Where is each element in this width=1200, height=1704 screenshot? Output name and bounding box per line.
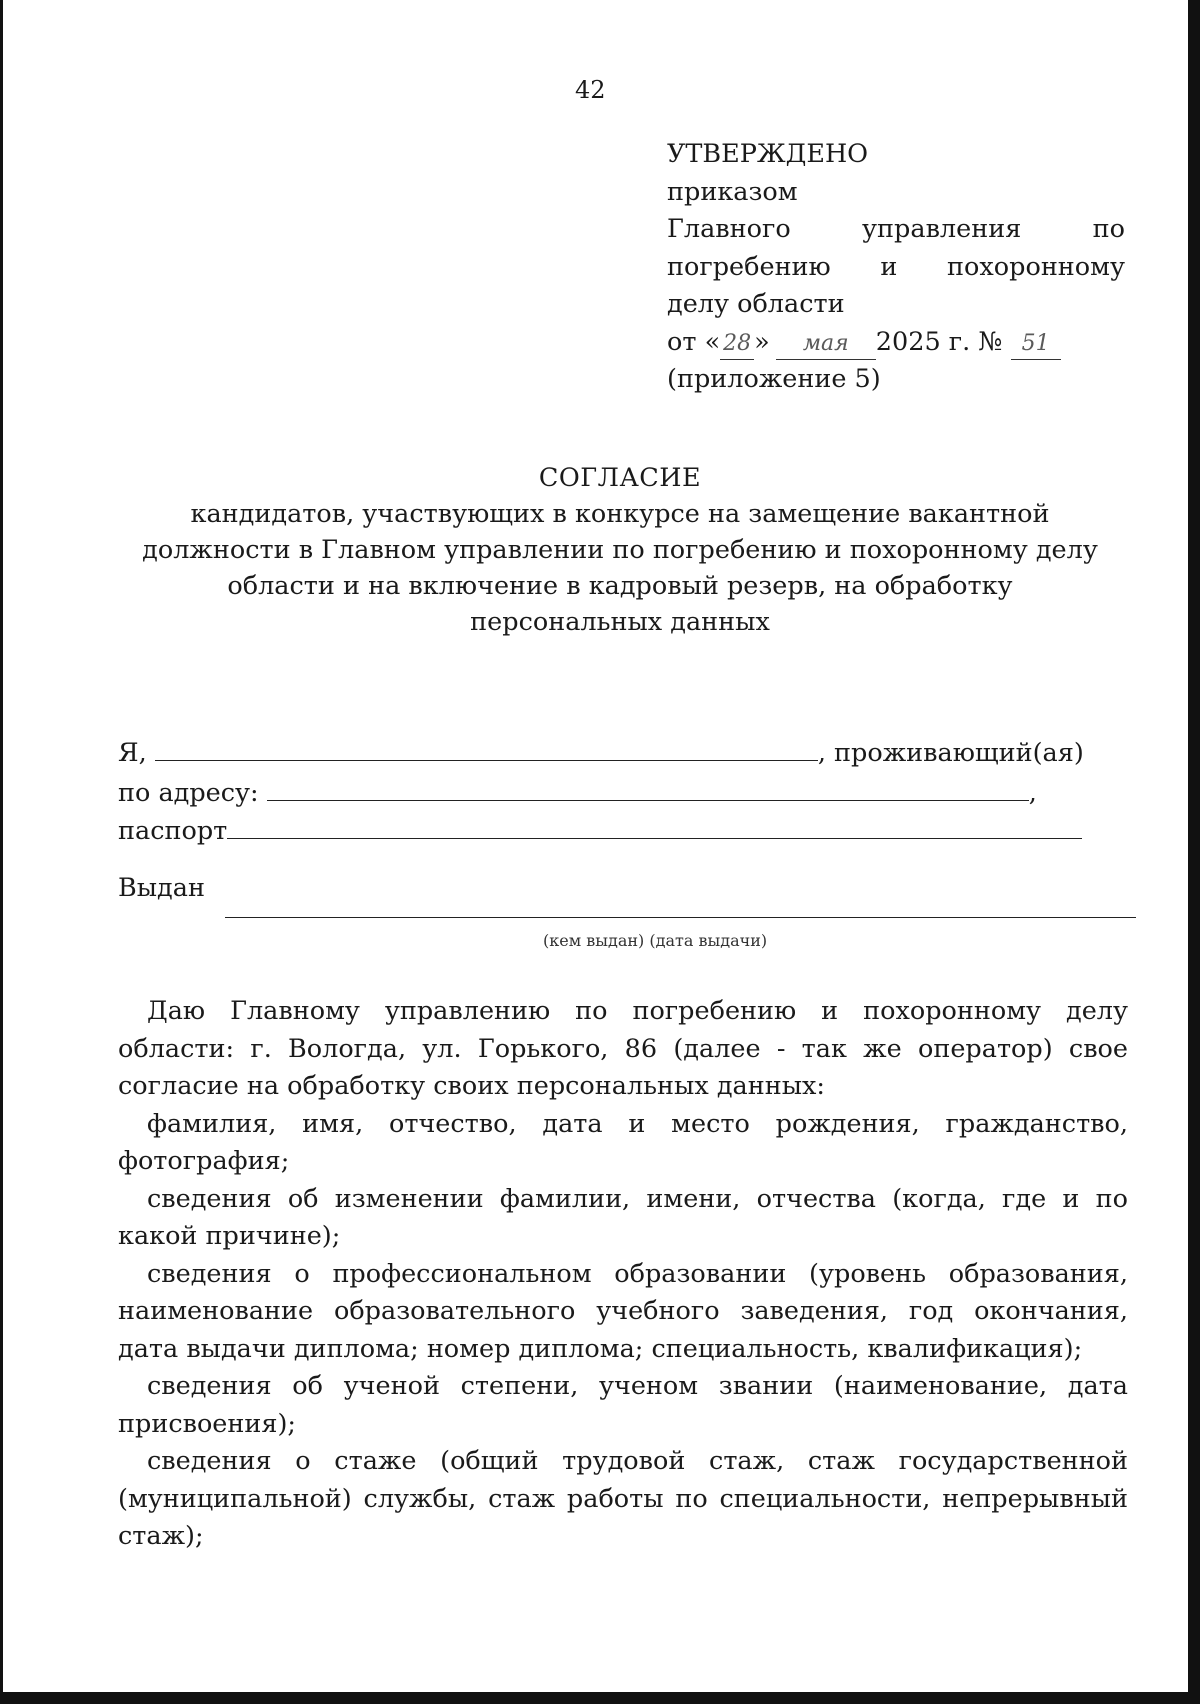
passport-field-row bbox=[118, 813, 1082, 849]
document-title bbox=[100, 460, 1140, 640]
scan-edge-bottom bbox=[0, 1692, 1200, 1704]
date-prefix: от « bbox=[667, 326, 721, 357]
handwritten-month: мая bbox=[776, 329, 876, 360]
approval-heading: УТВЕРЖДЕНО bbox=[667, 139, 869, 169]
consent-paragraph-3: сведения об изменении фамилии, имени, отчества (когда, где и по какой причине); bbox=[118, 1183, 1128, 1251]
consent-paragraph-4: сведения о профессиональном образовании (уровень образования, наименование образовательного учебного заведения, год окончания, дата выдачи диплома; номер диплома; специальность, квалификация); bbox=[118, 1258, 1128, 1364]
name-field-row bbox=[118, 735, 1084, 771]
handwritten-order-number: 51 bbox=[1011, 329, 1061, 360]
title-line-3: области и на включение в кадровый резерв, на обработку bbox=[227, 571, 1013, 601]
consent-paragraph-1: Даю Главному управлению по погребению и похоронному делу области: г. Вологда, ул. Горького, 86 (далее - так же оператор) свое согласие на обработку своих персональных данных: bbox=[118, 996, 1128, 1101]
address-tail: , bbox=[1028, 778, 1037, 808]
approval-block bbox=[667, 136, 1125, 399]
title-line-4: персональных данных bbox=[470, 607, 770, 637]
title-line-1: кандидатов, участвующих в конкурсе на замещение вакантной bbox=[190, 499, 1050, 529]
issued-blank-line bbox=[225, 917, 1136, 918]
scan-edge-right bbox=[1188, 0, 1200, 1704]
approval-attachment: (приложение 5) bbox=[667, 364, 881, 394]
residing-label: , проживающий(ая) bbox=[817, 738, 1084, 768]
passport-label: паспорт bbox=[118, 816, 228, 846]
issued-label: Выдан bbox=[118, 873, 205, 903]
title-line-2: должности в Главном управлении по погребению и похоронному делу bbox=[142, 535, 1098, 565]
address-label: по адресу: bbox=[118, 778, 259, 808]
page-number: 42 bbox=[575, 76, 606, 104]
passport-blank-line bbox=[227, 816, 1082, 839]
approval-line-4: делу области bbox=[667, 289, 845, 319]
title-heading: СОГЛАСИЕ bbox=[538, 463, 702, 493]
approval-line-3: погребению и похоронному bbox=[667, 251, 1125, 282]
address-field-row bbox=[118, 775, 1037, 811]
consent-paragraph-5: сведения об ученой степени, ученом звании (наименование, дата присвоения); bbox=[118, 1371, 1128, 1439]
address-blank-line bbox=[267, 778, 1029, 801]
approval-line-1: приказом bbox=[667, 176, 798, 207]
scan-edge-left bbox=[0, 0, 3, 1704]
handwritten-day: 28 bbox=[720, 329, 754, 360]
name-label: Я, bbox=[118, 738, 147, 768]
date-year: 2025 г. № bbox=[875, 326, 1003, 357]
approval-line-2: Главного управления по bbox=[667, 214, 1125, 244]
date-mid: » bbox=[754, 326, 770, 357]
consent-paragraph-6: сведения о стаже (общий трудовой стаж, стаж государственной (муниципальной) службы, стаж работы по специальности, непрерывный стаж); bbox=[118, 1446, 1128, 1551]
name-blank-line bbox=[155, 738, 818, 761]
issued-caption: (кем выдан) (дата выдачи) bbox=[543, 931, 768, 950]
consent-body bbox=[118, 993, 1128, 1556]
approval-date-line bbox=[667, 324, 1125, 362]
consent-paragraph-2: фамилия, имя, отчество, дата и место рождения, гражданство, фотография; bbox=[118, 1108, 1128, 1176]
